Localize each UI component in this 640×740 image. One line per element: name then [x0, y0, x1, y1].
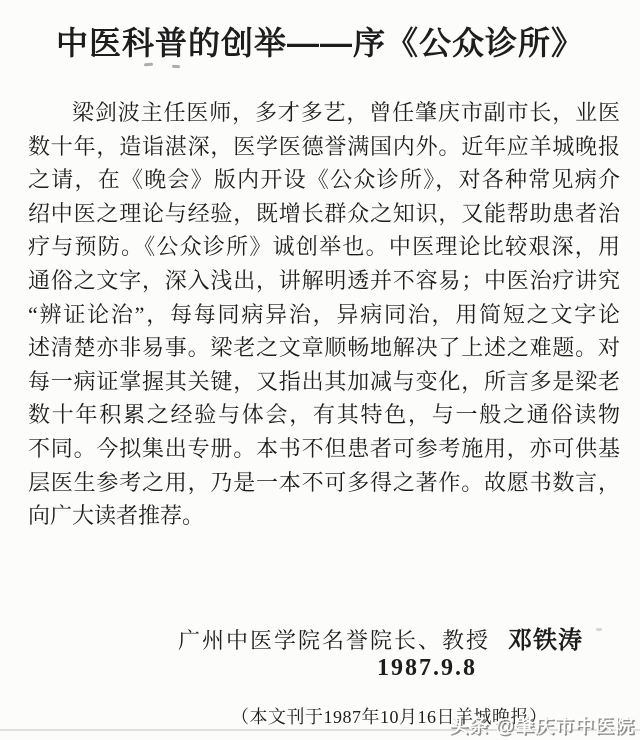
signature-title: 广州中医学院名誉院长、教授: [177, 628, 490, 653]
body-line: 通俗之文字，深入浅出，讲解明透并不容易；中医治疗讲究: [28, 267, 620, 293]
scan-speck: [144, 63, 153, 67]
signature-date: 1987.9.8: [377, 655, 477, 681]
body-line: “辨证论治”，每每同病异治，异病同治，用简短之文字论: [28, 301, 620, 327]
body-line: 疗与预防。《公众诊所》诚创举也。中医理论比较艰深，用: [28, 234, 620, 260]
body-line: 梁剑波主任医师，多才多艺，曾任肇庆市副市长，业医: [72, 100, 620, 125]
document-title: 中医科普的创举——序《公众诊所》: [55, 25, 584, 61]
body-line: 述清楚亦非易事。梁老之文章顺畅地解决了上述之难题。对: [28, 335, 620, 361]
body-line: 之请，在《晚会》版内开设《公众诊所》，对各种常见病介: [28, 167, 620, 193]
body-line: 绍中医之理论与经验，既增长群众之知识，又能帮助患者治: [28, 200, 620, 226]
body-line: 不同。今拟集出专册。本书不但患者可参考施用，亦可供基: [28, 435, 620, 461]
scan-speck: [172, 65, 180, 68]
body-line: 向广大读者推荐。: [28, 503, 205, 529]
body-line: 层医生参考之用，乃是一本不可多得之著作。故愿书数言，: [28, 469, 620, 495]
toutiao-watermark: 头条 @肇庆市中医院: [449, 716, 635, 737]
signature-name: 邓铁涛: [508, 628, 583, 654]
scan-speck: [596, 628, 602, 631]
document-body: [28, 96, 620, 533]
body-line: 数十年，造诣湛深，医学医德誉满国内外。近年应羊城晚报: [28, 133, 620, 159]
body-line: 每一病证掌握其关键，又指出其加减与变化，所言多是梁老: [28, 368, 620, 394]
signature-line: [0, 620, 583, 655]
publication-note: （本文刊于1987年10月16日羊城晚报）: [231, 707, 548, 727]
body-line: 数十年积累之经验与体会，有其特色，与一般之通俗读物: [28, 402, 620, 428]
